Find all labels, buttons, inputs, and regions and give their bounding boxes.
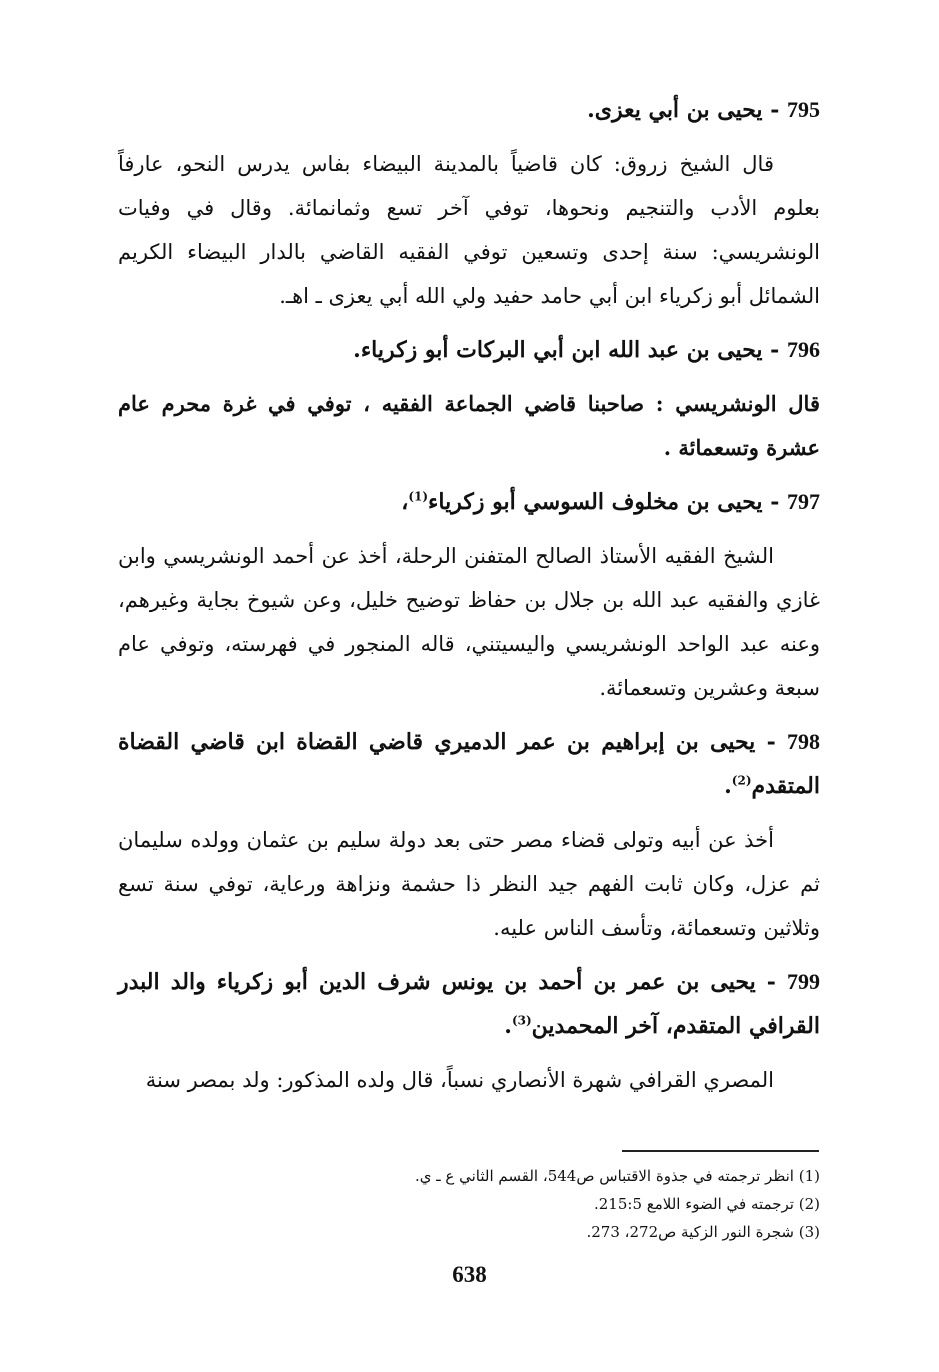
footnote-divider (622, 1150, 819, 1152)
page-body (118, 88, 820, 1112)
entry-797-number: 797 (787, 489, 820, 514)
entry-797-paragraph: الشيخ الفقيه الأستاذ الصالح المتفنن الرحلة، أخذ عن أحمد الونشريسي وابن غازي والفقيه عبد الله بن جلال بن حفاظ توضيح خليل، وعن شيوخ بجاية وغيرهم، وعنه عبد الواحد الونشريسي واليسيتني، قاله المنجور في فهرسته، وتوفي عام سبعة وعشرين وتسعمائة. (118, 544, 820, 700)
entry-797-heading (118, 480, 820, 524)
entry-799-paragraph: المصري القرافي شهرة الأنصاري نسباً، قال ولده المذكور: ولد بمصر سنة (145, 1068, 774, 1092)
entry-798-heading (118, 720, 820, 808)
footnote-2: (2) ترجمته في الضوء اللامع 215:5. (593, 1195, 820, 1213)
page-number: 638 (452, 1262, 487, 1287)
footnote-ref-3: (3) (511, 1013, 532, 1028)
entry-796-paragraph: قال الونشريسي : صاحبنا قاضي الجماعة الفقيه ، توفي في غرة محرم عام عشرة وتسعمائة . (118, 391, 820, 460)
entry-798-title: - يحيى بن إبراهيم بن عمر الدميري قاضي القضاة ابن قاضي القضاة المتقدم (118, 729, 820, 799)
entry-795-paragraph: قال الشيخ زروق: كان قاضياً بالمدينة البيضاء بفاس يدرس النحو، عارفاً بعلوم الأدب والتنجيم ونحوها، توفي آخر تسع وثمانمائة. وقال في وفيات الونشريسي: سنة إحدى وتسعين توفي الفقيه القاضي بالدار البيضاء الكريم الشمائل أبو زكرياء ابن أبي حامد حفيد ولي الله أبي يعزى ـ اهـ. (118, 152, 820, 308)
entry-797-title-tail: ، (401, 489, 409, 515)
entry-799-title-tail: . (504, 1013, 512, 1039)
entry-798-title-tail: . (724, 773, 732, 799)
footnote-ref-1: (1) (408, 489, 429, 504)
entry-798-number: 798 (786, 729, 820, 754)
footnote-ref-2: (2) (731, 773, 752, 788)
entry-798-paragraph: أخذ عن أبيه وتولى قضاء مصر حتى بعد دولة سليم بن عثمان وولده سليمان ثم عزل، وكان ثابت الفهم جيد النظر ذا حشمة ونزاهة ورعاية، توفي سنة تسع وثلاثين وتسعمائة، وتأسف الناس عليه. (118, 828, 820, 940)
entry-795-number: 795 (787, 97, 820, 122)
footnote-1: (1) انظر ترجمته في جذوة الاقتباس ص544، القسم الثاني ع ـ ي. (414, 1167, 820, 1185)
entry-795-title: - يحيى بن أبي يعزى. (587, 97, 780, 123)
entry-796-number: 796 (787, 337, 820, 362)
entry-799-title: - يحيى بن عمر بن أحمد بن يونس شرف الدين أبو زكرياء والد البدر القرافي المتقدم، آخر المحمدين (118, 969, 820, 1039)
entry-799-heading (118, 960, 820, 1048)
entry-795-heading (118, 88, 820, 132)
entry-796-heading (118, 328, 820, 372)
entry-796-title: - يحيى بن عبد الله ابن أبي البركات أبو زكرياء. (353, 337, 780, 363)
footnote-3: (3) شجرة النور الزكية ص272، 273. (586, 1223, 820, 1241)
entry-797-title: - يحيى بن مخلوف السوسي أبو زكرياء (428, 489, 780, 515)
entry-799-number: 799 (786, 969, 820, 994)
footnotes (118, 1162, 820, 1246)
